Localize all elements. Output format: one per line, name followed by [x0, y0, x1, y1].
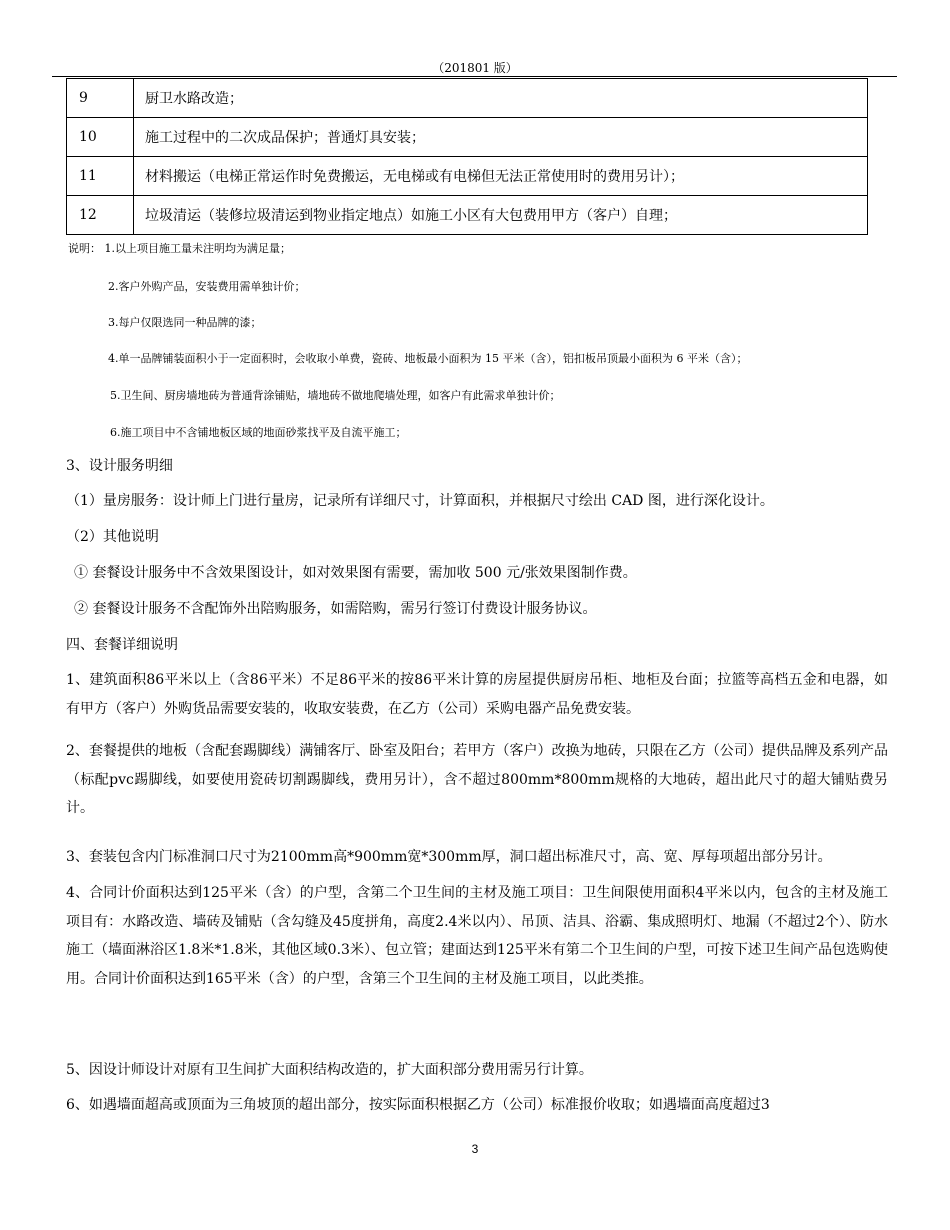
note-item: 5.卫生间、厨房墙地砖为普通背涂铺贴，墙地砖不做地爬墙处理，如客户有此需求单独计价；: [110, 389, 561, 402]
design-service-subitem: ① 套餐设计服务中不含效果图设计，如对效果图有需要，需加收 500 元/张效果图制作费。: [74, 565, 637, 581]
row-description: 垃圾清运（装修垃圾清运到物业指定地点）如施工小区有大包费用甲方（客户）自理；: [134, 196, 868, 235]
design-service-item: （1）量房服务：设计师上门进行量房，记录所有详细尺寸，计算面积，并根据尺寸绘出 CAD 图，进行深化设计。: [66, 493, 774, 509]
document-version: （201801 版）: [432, 61, 518, 75]
note-item: 2.客户外购产品，安装费用需单独计价；: [108, 280, 306, 293]
row-description: 厨卫水路改造；: [134, 79, 868, 118]
table-row: [67, 118, 868, 157]
note-item: 6.施工项目中不含铺地板区域的地面砂浆找平及自流平施工；: [110, 426, 407, 439]
row-description: 材料搬运（电梯正常运作时免费搬运，无电梯或有电梯但无法正常使用时的费用另计）；: [134, 157, 868, 196]
package-paragraph: 1、建筑面积86平米以上（含86平米）不足86平米的按86平米计算的房屋提供厨房吊柜、地柜及台面；拉篮等高档五金和电器，如有甲方（客户）外购货品需要安装的，收取安装费，在乙方（公司）采购电器产品免费安装。: [66, 672, 888, 717]
row-description: 施工过程中的二次成品保护；普通灯具安装；: [134, 118, 868, 157]
package-paragraph: 2、套餐提供的地板（含配套踢脚线）满铺客厅、卧室及阳台；若甲方（客户）改换为地砖，只限在乙方（公司）提供品牌及系列产品（标配pvc踢脚线，如要使用瓷砖切割踢脚线，费用另计），含不超过800mm*800mm规格的大地砖，超出此尺寸的超大铺贴费另计。: [66, 743, 888, 817]
row-number: 9: [67, 79, 134, 118]
note-item: 说明： 1.以上项目施工量未注明均为满足量；: [68, 242, 291, 255]
row-number: 12: [67, 196, 134, 235]
package-paragraph: 6、如遇墙面超高或顶面为三角坡顶的超出部分，按实际面积根据乙方（公司）标准报价收取；如遇墙面高度超过3: [66, 1097, 770, 1113]
design-service-item: （2）其他说明: [66, 529, 159, 545]
table-row: [67, 157, 868, 196]
note-item: 4.单一品牌铺装面积小于一定面积时，会收取小单费，瓷砖、地板最小面积为 15 平米（含），铝扣板吊顶最小面积为 6 平米（含）；: [108, 352, 748, 365]
package-heading: 四、套餐详细说明: [66, 637, 178, 653]
row-number: 11: [67, 157, 134, 196]
construction-items-table: [66, 78, 868, 235]
package-paragraph: 3、套装包含内门标准洞口尺寸为2100mm高*900mm宽*300mm厚，洞口超出标准尺寸，高、宽、厚每项超出部分另计。: [66, 849, 832, 865]
package-paragraph: 5、因设计师设计对原有卫生间扩大面积结构改造的，扩大面积部分费用需另行计算。: [66, 1062, 593, 1078]
package-paragraph: 4、合同计价面积达到125平米（含）的户型，含第二个卫生间的主材及施工项目：卫生间限使用面积4平米以内，包含的主材及施工项目有：水路改造、墙砖及铺贴（含勾缝及45度拼角，高度2.4米以内）、吊顶、洁具、浴霸、集成照明灯、地漏（不超过2个）、防水施工（墙面淋浴区1.8米*1.8米，其他区域0.3米）、包立管；建面达到125平米有第二个卫生间的户型，可按下述卫生间产品包选购使用。合同计价面积达到165平米（含）的户型，含第三个卫生间的主材及施工项目，以此类推。: [66, 885, 888, 987]
table-row: [67, 196, 868, 235]
table-row: [67, 79, 868, 118]
design-service-subitem: ② 套餐设计服务不含配饰外出陪购服务，如需陪购，需另行签订付费设计服务协议。: [74, 601, 597, 617]
page-number: 3: [471, 1142, 479, 1156]
design-service-heading: 3、设计服务明细: [66, 458, 173, 474]
row-number: 10: [67, 118, 134, 157]
note-item: 3.每户仅限选同一种品牌的漆；: [108, 316, 262, 329]
header-rule: [52, 76, 897, 77]
